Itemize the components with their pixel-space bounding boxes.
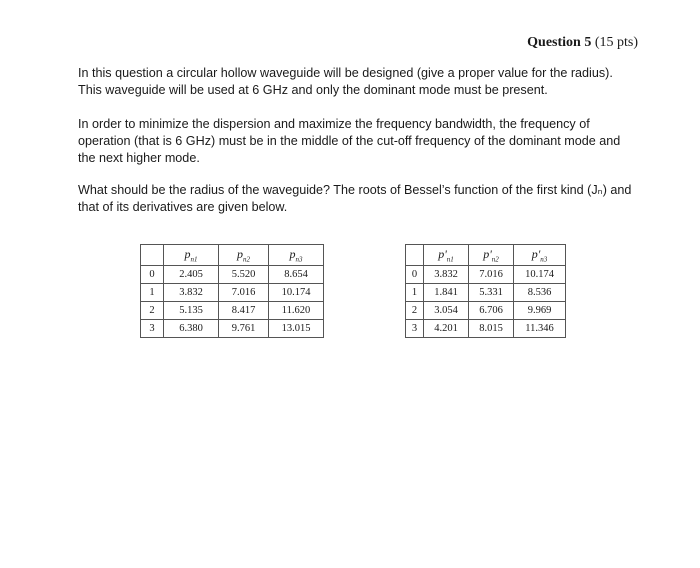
table-cell: 8.536: [514, 284, 566, 302]
question-header: [527, 35, 638, 51]
table-cell: 7.016: [219, 284, 269, 302]
table-cell: 6.380: [164, 320, 219, 338]
column-header: $p'_{n2}$: [469, 245, 514, 266]
table-cell: 5.331: [469, 284, 514, 302]
table-cell: 8.015: [469, 320, 514, 338]
table-row: [406, 266, 566, 284]
row-index-cell: 1: [141, 284, 164, 302]
column-header: $p'_{n1}$: [424, 245, 469, 266]
table-cell: 4.201: [424, 320, 469, 338]
table-cell: 10.174: [269, 284, 324, 302]
column-header: $p'_{n3}$: [514, 245, 566, 266]
table-row: [141, 302, 324, 320]
table-cell: 8.417: [219, 302, 269, 320]
table-cell: 9.969: [514, 302, 566, 320]
paragraph-intro: In this question a circular hollow waveguide will be designed (give a proper value for the radius). This waveguide will be used at 6 GHz and only the dominant mode must be present.: [78, 66, 613, 97]
column-header: $p_{n2}$: [219, 245, 269, 266]
table-cell: 11.620: [269, 302, 324, 320]
table-header-row: [406, 245, 566, 266]
column-header: $p_{n3}$: [269, 245, 324, 266]
table-cell: 3.054: [424, 302, 469, 320]
table-row: [406, 284, 566, 302]
table-cell: 3.832: [424, 266, 469, 284]
question-number: Question 5: [527, 35, 592, 50]
table-row: [141, 320, 324, 338]
question-points: (15 pts): [594, 35, 638, 50]
table-header-row: [141, 245, 324, 266]
table-row: [406, 302, 566, 320]
column-header: $p_{n1}$: [164, 245, 219, 266]
paragraph-question: What should be the radius of the waveguide? The roots of Bessel’s function of the first kind (Jₙ) and that of its derivatives are given below.: [78, 183, 632, 214]
table-cell: 5.135: [164, 302, 219, 320]
row-index-cell: 3: [141, 320, 164, 338]
row-index-cell: 0: [406, 266, 424, 284]
row-index-cell: 1: [406, 284, 424, 302]
table-cell: 8.654: [269, 266, 324, 284]
paragraph-requirement: In order to minimize the dispersion and maximize the frequency bandwidth, the frequency of operation (that is 6 GHz) must be in the middle of the cut-off frequency of the dominant mode and the next higher mode.: [78, 117, 621, 165]
table-cell: 10.174: [514, 266, 566, 284]
table-row: [141, 266, 324, 284]
table-cell: 5.520: [219, 266, 269, 284]
table-cell: 11.346: [514, 320, 566, 338]
bessel-derivative-roots-table: [405, 244, 566, 338]
row-index-cell: 2: [141, 302, 164, 320]
table-cell: 3.832: [164, 284, 219, 302]
table-cell: 6.706: [469, 302, 514, 320]
table-cell: 9.761: [219, 320, 269, 338]
table-cell: 13.015: [269, 320, 324, 338]
table-cell: 2.405: [164, 266, 219, 284]
table-row: [406, 320, 566, 338]
row-index-cell: 2: [406, 302, 424, 320]
row-index-cell: 0: [141, 266, 164, 284]
row-index-cell: 3: [406, 320, 424, 338]
table-row: [141, 284, 324, 302]
table-cell: 7.016: [469, 266, 514, 284]
table-cell: 1.841: [424, 284, 469, 302]
bessel-roots-table: [140, 244, 324, 338]
